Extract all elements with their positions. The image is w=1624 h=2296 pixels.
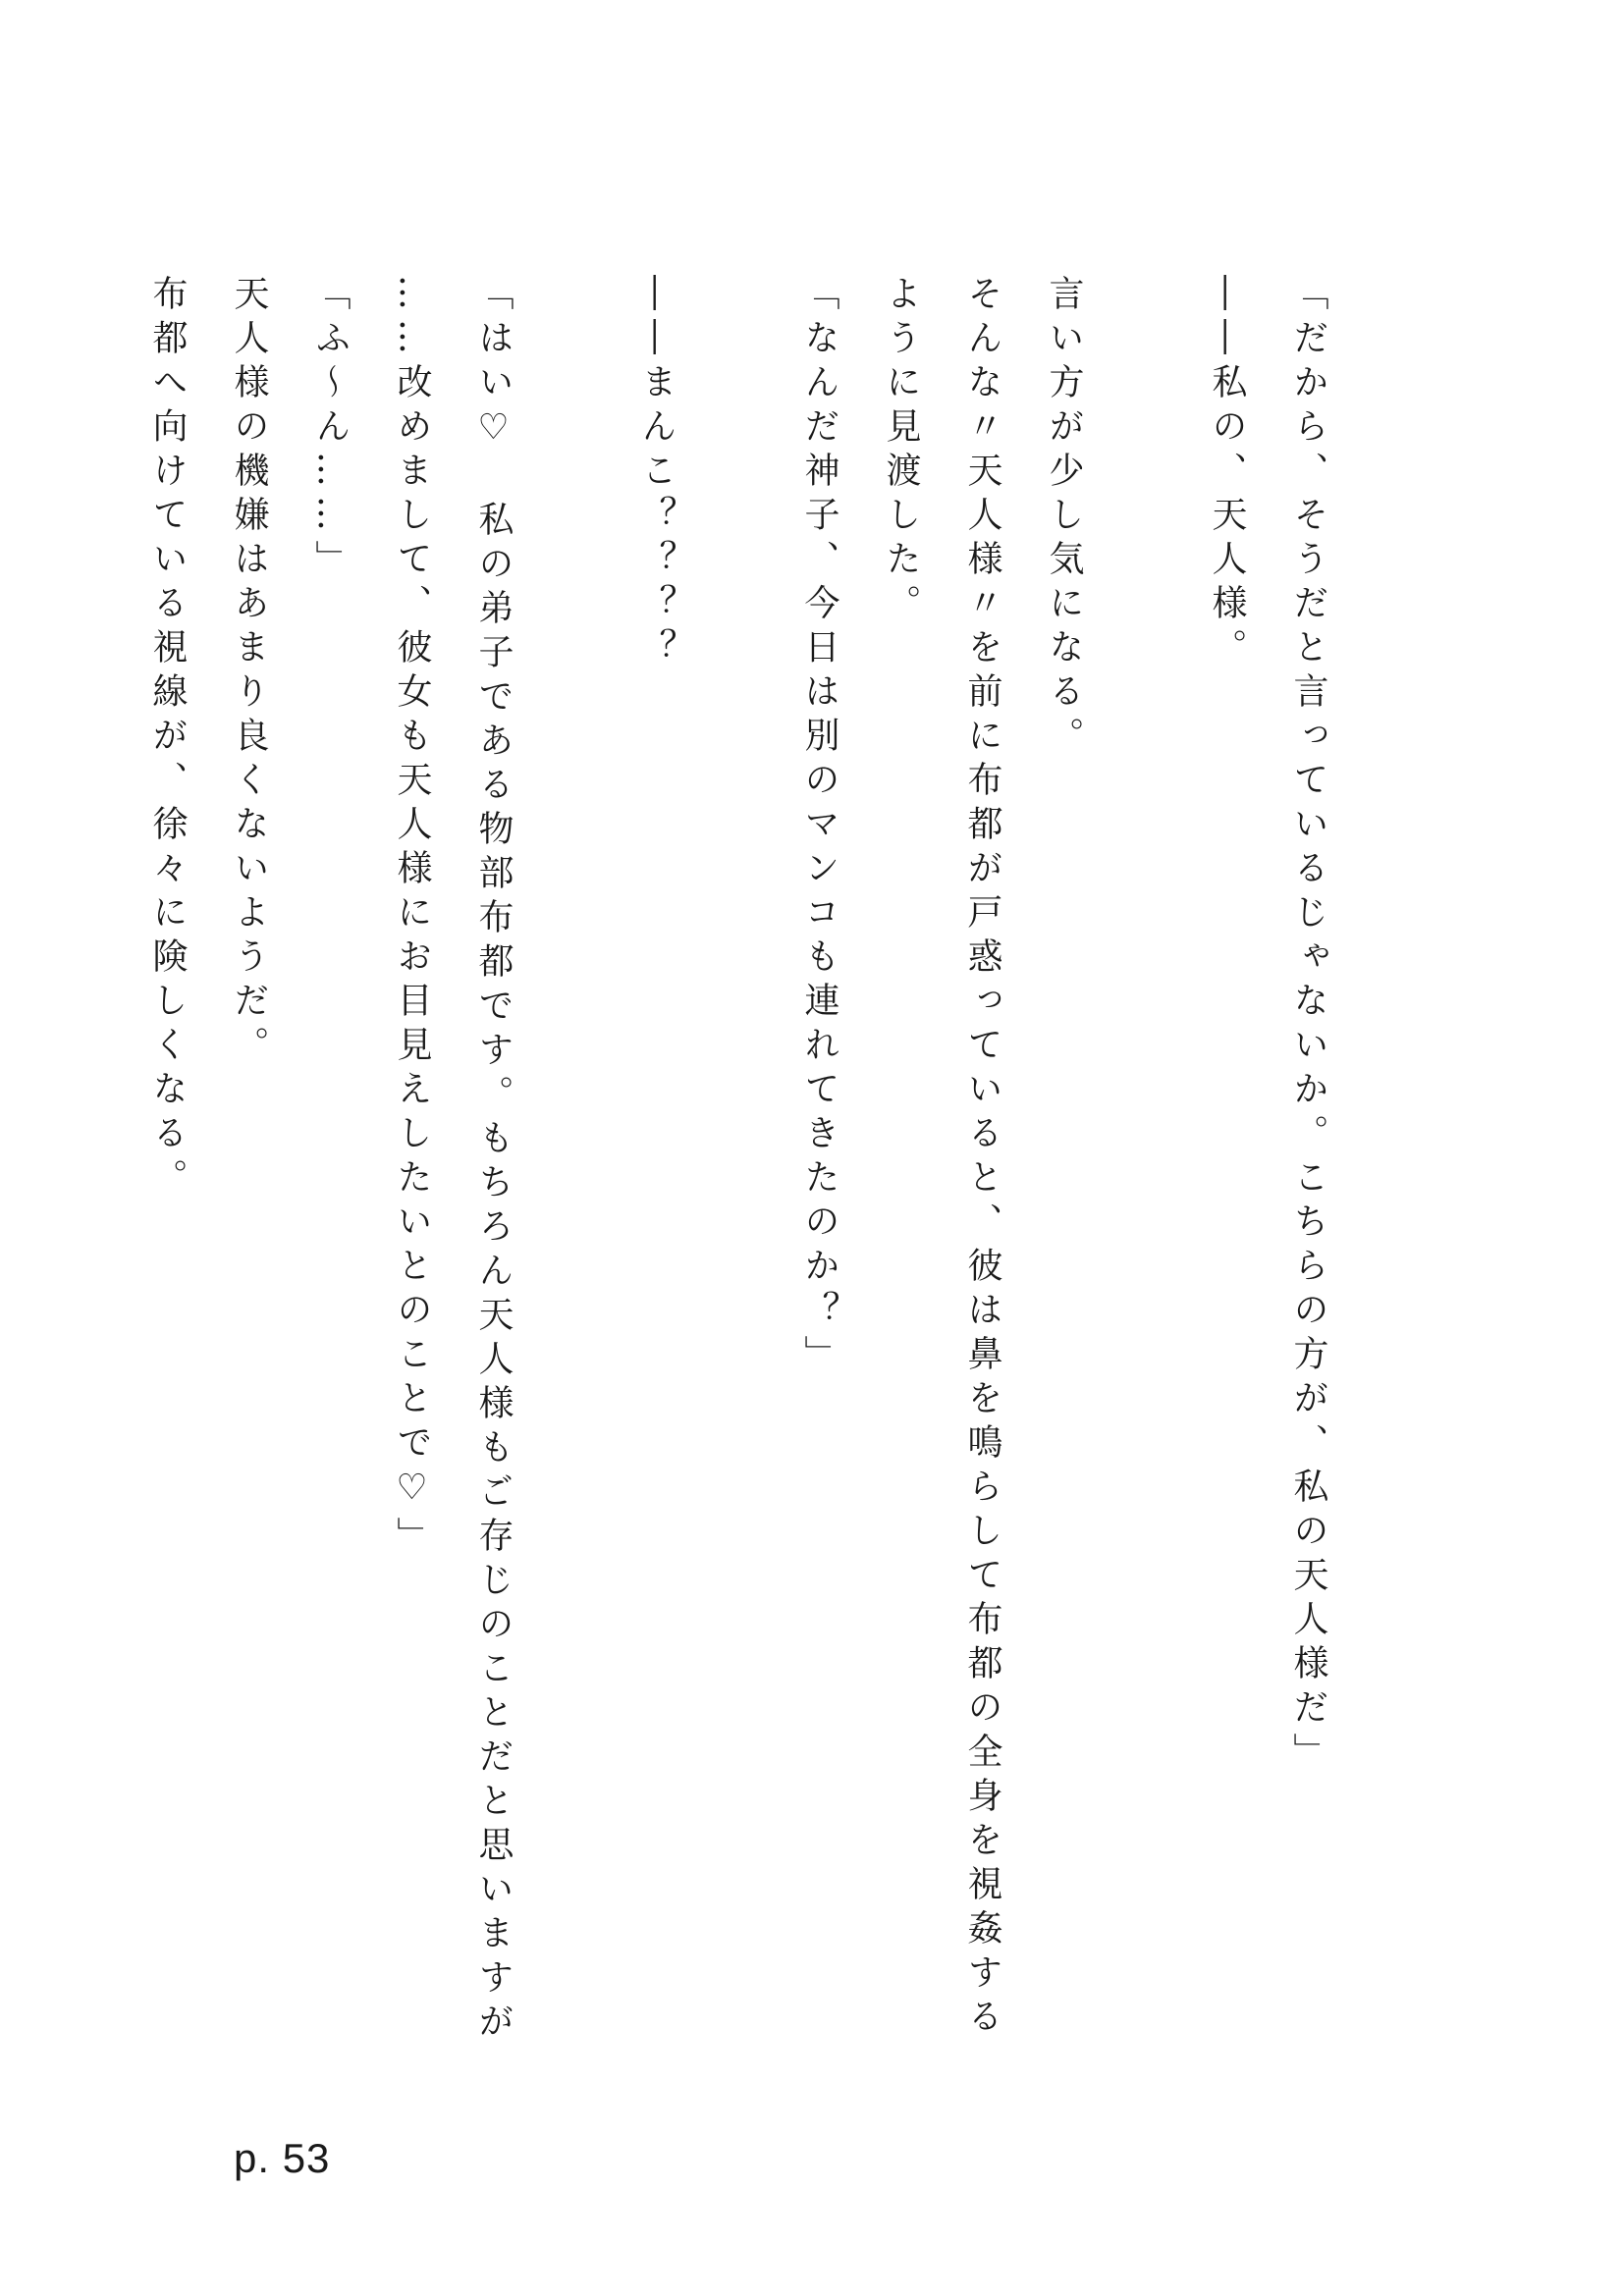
text-line: 「ふ～ん……」 bbox=[310, 275, 351, 584]
text-line: ……改めまして、彼女も天人様にお目見えしたいとのことで♡」 bbox=[392, 275, 432, 1561]
blank-line bbox=[697, 275, 779, 2140]
blank-line bbox=[1105, 275, 1186, 2140]
blank-line bbox=[534, 275, 616, 2140]
text-line: 「だから、そうだと言っているじゃないか。こちらの方が、私の天人様だ」 bbox=[1288, 275, 1328, 1777]
text-line: 天人様の機嫌はあまり良くないようだ。 bbox=[229, 275, 269, 1070]
text-line: 「はい♡ 私の弟子である物部布都です。もちろん天人様もご存じのことだと思いますが bbox=[473, 275, 514, 2047]
text-line: 言い方が少し気になる。 bbox=[1044, 275, 1084, 761]
text-line: 布都へ向けている視線が、徐々に険しくなる。 bbox=[147, 275, 188, 1202]
page-number: p. 53 bbox=[234, 2135, 331, 2181]
vertical-text-body bbox=[127, 275, 1349, 2140]
text-line: ――私の、天人様。 bbox=[1207, 275, 1247, 672]
text-line: ――まんこ？？？？ bbox=[636, 275, 677, 672]
text-line: そんな〃天人様〃を前に布都が戸惑っていると、彼は鼻を鳴らして布都の全身を視姦する bbox=[962, 275, 1002, 2042]
text-line: 「なんだ神子、今日は別のマンコも連れてきたのか？」 bbox=[799, 275, 839, 1379]
text-line: ように見渡した。 bbox=[881, 275, 921, 628]
